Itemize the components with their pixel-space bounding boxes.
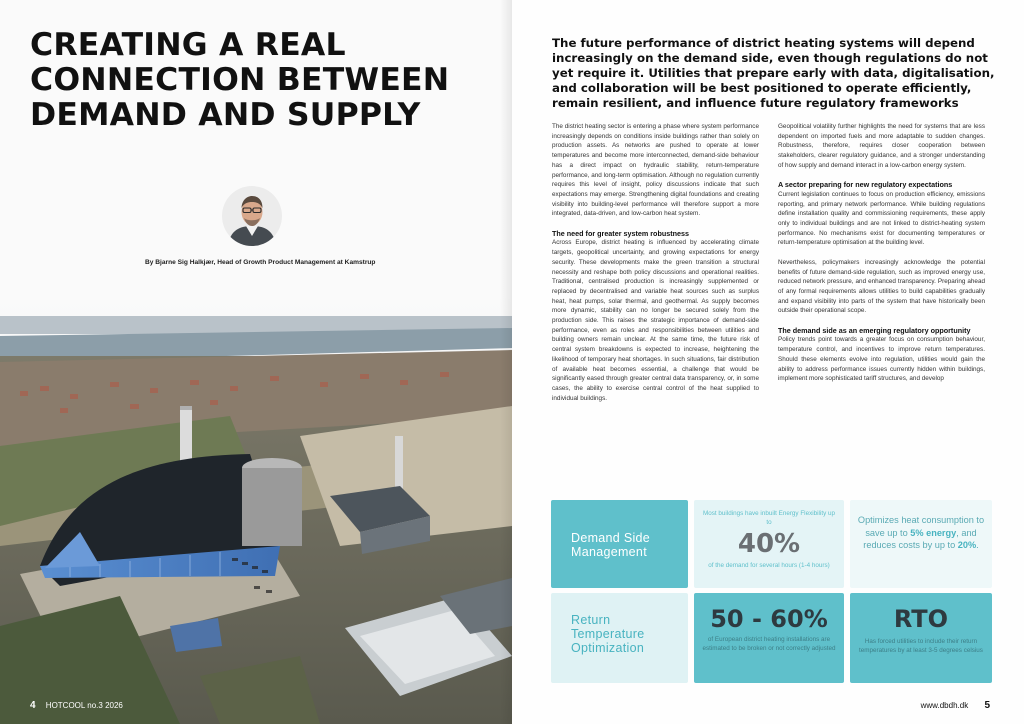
text-column-1: [552, 122, 759, 413]
section-heading: The demand side as an emerging regulatory opportunity: [778, 325, 971, 335]
category-label-demand: Demand Side Management: [571, 531, 651, 559]
headline: [30, 28, 490, 133]
stat-value-40: 40%: [737, 529, 801, 559]
body-paragraph: Nevertheless, policymakers increasingly acknowledge the potential benefits of future demand-side regulation, such as improved energy use, reduced network pressure, and enhanced transparency. Preparing ahead of any formal requirements allows utilities to build capabilities gradually and expand visibility into parts of the system that have historically been outside their operational scope.: [778, 258, 985, 315]
body-paragraph: Current legislation continues to focus on production efficiency, emissions reporting, and primary network performance. While building regulations define installation quality and commissioning requirements, these apply only to individual buildings and are not linked to district-heating system performance. No mechanisms exist for documenting temperatures or return-temperature optimisation at the building level.: [778, 190, 985, 247]
stat-caption-above: Most buildings have inbuilt Energy Flexibility up to: [703, 510, 835, 526]
panel-rto: [850, 593, 992, 683]
panel-savings-note: [850, 500, 992, 588]
right-page: [512, 0, 1024, 724]
headline-line-2: CONNECTION BETWEEN: [30, 62, 450, 98]
page-number-right: 5: [984, 700, 990, 711]
headline-line-1: CREATING A REAL: [30, 27, 346, 63]
byline: By Bjarne Sig Halkjær, Head of Growth Product Management at Kamstrup: [145, 259, 376, 266]
panel-demand-side-management: [551, 500, 688, 588]
section-heading: The need for greater system robustness: [552, 228, 690, 238]
lead-paragraph: The future performance of district heating systems will depend increasingly on the demand side, even though regulations do not yet require it. Utilities that prepare early with data, digitalisation, and collaboration will be best positioned to operate efficiently, remain resilient, and influence future regulatory frameworks: [552, 36, 995, 110]
panel-installations-stat: [694, 593, 844, 683]
body-paragraph: Geopolitical volatility further highlights the need for systems that are less dependent on imported fuels and more adaptable to sudden changes. Robustness, therefore, requires closer cooperation between stakeholders, clearer regulatory guidance, and a stronger understanding of how supply and demand interact in a low-carbon energy system.: [778, 123, 985, 169]
section-heading: A sector preparing for new regulatory expectations: [778, 180, 953, 190]
savings-note: [856, 514, 986, 552]
stat-caption-installations: of European district heating installations are estimated to be broken or not correctly adjusted: [702, 636, 836, 652]
note-cost-value: 20%: [957, 540, 977, 550]
footer-left: [30, 700, 123, 711]
body-paragraph: The district heating sector is entering a phase where system performance increasingly depends on conditions inside buildings rather than solely on production assets. As networks are pushed to operate at lower temperatures and become more interconnected, demand-side behaviour has a direct impact on hydraulic stability, return-temperature performance, and long-term optimisation. Although no regulation currently requires this level of insight, policy discussions indicate that such expectations may emerge. Strengthening digital foundations and creating visibility into building-level performance will therefore support a more integrated, data-driven, and low-carbon heat system.: [552, 123, 759, 218]
body-paragraph: Policy trends point towards a greater focus on consumption behaviour, temperature control, and incentives to improve return temperatures. Should these elements evolve into regulation, utilities would gain the ability to address performance issues currently hidden within buildings, implement more sophisticated tariff structures, and develop: [778, 336, 985, 383]
website-link[interactable]: www.dbdh.dk: [920, 701, 969, 710]
stat-value-rto: RTO: [893, 605, 949, 633]
stat-caption-below: of the demand for several hours (1-4 hours): [708, 562, 830, 569]
headline-line-3: DEMAND AND SUPPLY: [30, 97, 421, 133]
author-photo: [222, 186, 282, 246]
body-paragraph: Across Europe, district heating is influenced by accelerating climate targets, geopolitical uncertainty, and growing expectations for energy security. These developments make the green transition a structural necessity and reshape both policy discussions and operational realities. Traditional, centralised production is increasingly supplemented or replaced by decentralised and variable heat sources such as surplus heat, heat pumps, solar thermal, and geothermal. As supply becomes more dynamic, stability can no longer be secured solely from the production side. This raises the strategic importance of demand-side performance, even as roles and responsibilities between utilities and building owners remain unclear. At the same time, the future risk of central system breakdowns is expected to increase, heightening the likelihood of temporary heat shortages. In such situations, fair distribution of available heat becomes essential, a challenge that would be significantly eased through greater central data transparency, or, in some cases, the ability to exercise central control of the heat supplied to individual buildings.: [552, 239, 759, 402]
stat-value-50-60: 50 - 60%: [710, 605, 828, 633]
panel-energy-flexibility-stat: [694, 500, 844, 588]
aerial-photo: [0, 296, 512, 724]
footer-right: [921, 700, 990, 711]
issue-label: HOTCOOL no.3 2026: [45, 701, 123, 710]
note-text: Optimizes heat consumption to save up to: [857, 515, 985, 538]
text-column-2: [778, 122, 985, 394]
note-energy-value: 5% energy: [910, 527, 957, 538]
page-number-left: 4: [30, 700, 36, 711]
category-label-return-temp: Return Temperature Optimization: [571, 613, 645, 655]
panel-return-temperature-optimization: [551, 593, 688, 683]
stat-caption-rto: Has forced utilities to include their return temperatures by at least 3-5 degrees celsius: [859, 638, 983, 654]
note-text: .: [976, 540, 979, 550]
note-text: , and reduces costs by up to: [863, 527, 977, 550]
